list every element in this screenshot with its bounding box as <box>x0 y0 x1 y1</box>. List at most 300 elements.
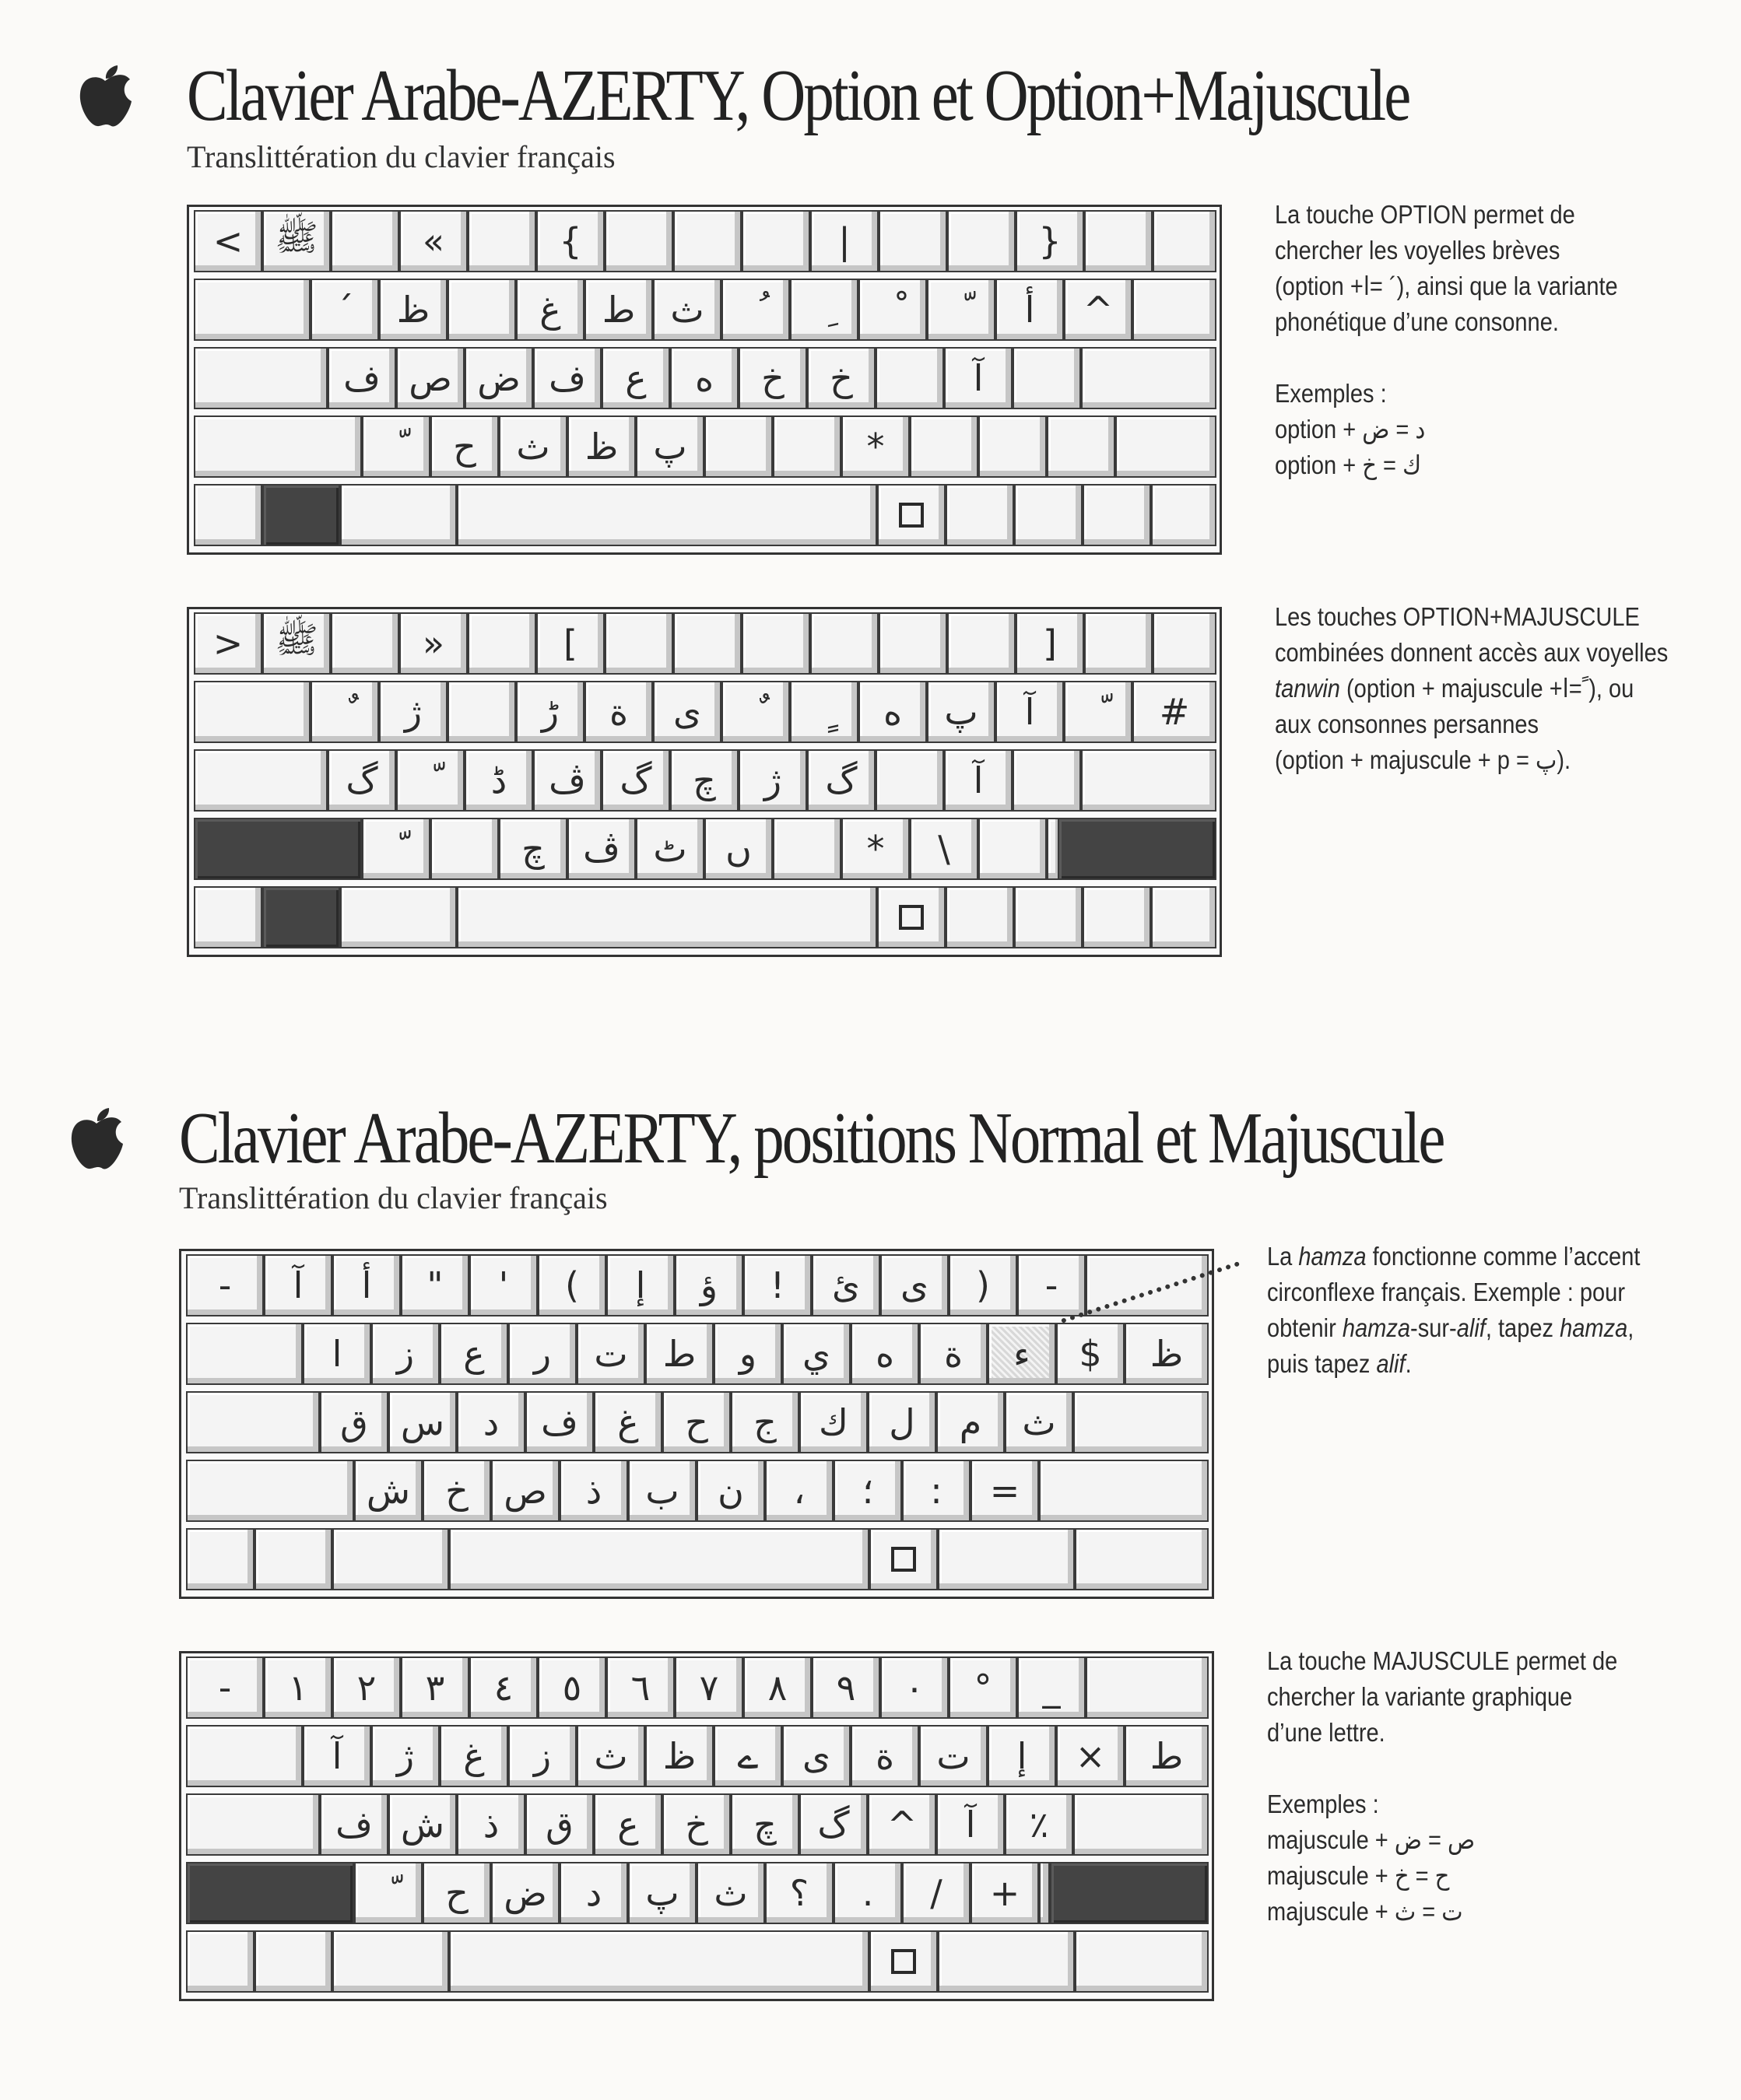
key <box>430 818 499 880</box>
key <box>938 1528 1075 1590</box>
key: + <box>971 1862 1039 1924</box>
key <box>340 484 457 546</box>
key <box>457 886 877 948</box>
note-line: chercher la variante graphique <box>1267 1682 1573 1711</box>
key <box>468 612 536 675</box>
key <box>978 818 1047 880</box>
key: . <box>834 1862 902 1924</box>
key <box>810 612 879 675</box>
key: ظ <box>379 279 448 341</box>
key <box>877 886 946 948</box>
key <box>1084 612 1153 675</box>
key: } <box>1016 210 1084 272</box>
key <box>448 279 516 341</box>
apple-logo-icon <box>65 1106 128 1172</box>
key: × <box>1056 1725 1125 1787</box>
key: گ <box>328 749 396 812</box>
note-line: majuscule + ص = ض <box>1267 1825 1476 1854</box>
key <box>194 681 311 743</box>
key: ١ <box>264 1657 332 1719</box>
note-italic: alif <box>1456 1313 1486 1342</box>
key: ڑ <box>516 681 584 743</box>
key <box>927 279 995 341</box>
key: ق <box>525 1793 594 1856</box>
key: چ <box>731 1793 799 1856</box>
key: ' <box>469 1254 538 1316</box>
note-line: (option +ا= ´), ainsi que la variante <box>1275 272 1618 300</box>
key: ^ <box>1064 279 1132 341</box>
key: ف <box>525 1391 594 1453</box>
key: ´ <box>311 279 379 341</box>
key: > <box>194 612 262 675</box>
key <box>1047 415 1115 478</box>
space-square-icon <box>899 905 924 930</box>
keyboard-row <box>181 1457 1212 1525</box>
key <box>457 484 877 546</box>
keyboard-row <box>181 1388 1212 1457</box>
space-square-icon <box>891 1949 916 1974</box>
key: س <box>388 1391 457 1453</box>
key: گ <box>807 749 876 812</box>
key: ٧ <box>675 1657 743 1719</box>
key: پ <box>927 681 995 743</box>
key: ج <box>731 1391 799 1453</box>
key <box>938 1930 1075 1993</box>
key: ح <box>430 415 499 478</box>
key <box>194 749 328 812</box>
keyboard-row <box>189 609 1220 678</box>
key <box>1075 1930 1209 1993</box>
key: ، <box>765 1460 834 1522</box>
key: ة <box>851 1725 919 1787</box>
key <box>1115 415 1216 478</box>
key: ش <box>388 1793 457 1856</box>
note-italic: hamza <box>1560 1313 1628 1342</box>
key: ث <box>697 1862 765 1924</box>
key <box>877 484 946 546</box>
key: ع <box>594 1793 662 1856</box>
key: ظ <box>567 415 636 478</box>
key: ط <box>645 1323 714 1385</box>
key <box>1073 1391 1209 1453</box>
note-line: La touche MAJUSCULE permet de <box>1267 1646 1618 1675</box>
key: ذ <box>560 1460 628 1522</box>
key: $ <box>1056 1323 1125 1385</box>
key <box>468 210 536 272</box>
note-italic: tanwin <box>1275 674 1340 703</box>
key: | <box>810 210 879 272</box>
key: ع <box>440 1323 508 1385</box>
key: ع <box>602 347 670 409</box>
key: پ <box>636 415 704 478</box>
key: ح <box>662 1391 731 1453</box>
keyboard-row <box>189 275 1220 344</box>
page-subtitle: Translittération du clavier français <box>187 139 616 174</box>
note-line: Les touches OPTION+MAJUSCULE <box>1275 602 1640 631</box>
key: ژ <box>379 681 448 743</box>
key: ف <box>320 1793 388 1856</box>
key: ث <box>577 1725 645 1787</box>
key <box>1014 484 1083 546</box>
key: ٥ <box>538 1657 606 1719</box>
key: ژ <box>371 1725 440 1787</box>
key: ﷺ <box>262 210 331 272</box>
space-square-icon <box>899 503 924 528</box>
key: * <box>841 415 910 478</box>
key: أ <box>332 1254 401 1316</box>
key: آ <box>264 1254 332 1316</box>
key: د <box>457 1391 525 1453</box>
note-line <box>1267 1751 1617 1786</box>
key: " <box>401 1254 469 1316</box>
key: گ <box>799 1793 868 1856</box>
key: ظ <box>645 1725 714 1787</box>
key <box>194 279 311 341</box>
note-line: puis tapez alif. <box>1267 1349 1412 1378</box>
key: خ <box>739 347 807 409</box>
key <box>332 1930 449 1993</box>
key: ؛ <box>834 1460 902 1522</box>
key: ش <box>354 1460 423 1522</box>
key: خ <box>807 347 876 409</box>
key: ٩ <box>812 1657 880 1719</box>
key <box>1075 1528 1209 1590</box>
key: - <box>1017 1254 1086 1316</box>
key: ° <box>949 1657 1017 1719</box>
keyboard-row <box>181 1790 1212 1859</box>
key: [ <box>536 612 605 675</box>
keyboard-row <box>189 412 1220 481</box>
keyboard-row <box>189 883 1220 952</box>
key <box>946 484 1014 546</box>
key <box>673 210 742 272</box>
key: ث <box>1005 1391 1073 1453</box>
key <box>869 1930 938 1993</box>
key: ﷺ <box>262 612 331 675</box>
key: ك <box>799 1391 868 1453</box>
key: _ <box>1017 1657 1086 1719</box>
keyboard-row <box>181 1859 1212 1927</box>
key: چ <box>499 818 567 880</box>
key: ض <box>491 1862 560 1924</box>
key: م <box>936 1391 1005 1453</box>
key: ى <box>880 1254 949 1316</box>
key: ل <box>868 1391 936 1453</box>
key <box>262 886 340 948</box>
key: ) <box>949 1254 1017 1316</box>
key <box>331 210 399 272</box>
key <box>1153 612 1216 675</box>
keyboard-row <box>181 1722 1212 1790</box>
key <box>879 612 947 675</box>
key <box>186 1793 320 1856</box>
note-line: La touche OPTION permet de <box>1275 200 1575 229</box>
note-line: La hamza fonctionne comme l’accent <box>1267 1242 1641 1271</box>
key <box>1050 1862 1209 1924</box>
key: إ <box>988 1725 1056 1787</box>
key: : <box>902 1460 971 1522</box>
note-line: option + ك = خ <box>1275 451 1422 479</box>
note-line <box>1275 340 1618 376</box>
key <box>869 1528 938 1590</box>
key: \ <box>910 818 978 880</box>
key <box>876 347 944 409</box>
key <box>858 279 927 341</box>
key <box>186 1528 254 1590</box>
key <box>186 1391 320 1453</box>
key: ٤ <box>469 1657 538 1719</box>
key <box>742 612 810 675</box>
key: ٪ <box>1005 1793 1073 1856</box>
note-line: phonétique d’une consonne. <box>1275 307 1559 336</box>
key: # <box>1132 681 1216 743</box>
key: ٠ <box>880 1657 949 1719</box>
key: ^ <box>868 1793 936 1856</box>
note-italic: hamza <box>1298 1242 1367 1271</box>
key: ة <box>919 1323 988 1385</box>
key: / <box>902 1862 971 1924</box>
key: آ <box>303 1725 371 1787</box>
key <box>605 612 673 675</box>
key <box>773 818 841 880</box>
apple-logo-icon <box>74 64 136 129</box>
key: ه <box>858 681 927 743</box>
key <box>947 210 1016 272</box>
key <box>1013 749 1081 812</box>
keyboard-option-shift <box>187 607 1222 957</box>
key: ر <box>508 1323 577 1385</box>
key: أ <box>995 279 1064 341</box>
key <box>1058 818 1216 880</box>
keyboard-row <box>189 815 1220 883</box>
key <box>340 886 457 948</box>
key: آ <box>995 681 1064 743</box>
key: ڤ <box>533 749 602 812</box>
key <box>1013 347 1081 409</box>
key <box>721 279 790 341</box>
key: « <box>399 210 468 272</box>
note-option <box>1275 197 1618 483</box>
keyboard-row <box>181 1251 1212 1320</box>
key <box>673 612 742 675</box>
key <box>332 1528 449 1590</box>
key: ٣ <box>401 1657 469 1719</box>
key: گ <box>602 749 670 812</box>
keyboard-row <box>189 678 1220 746</box>
note-hamza <box>1267 1239 1640 1382</box>
note-italic: hamza <box>1342 1313 1411 1342</box>
key: { <box>536 210 605 272</box>
key: ؤ <box>675 1254 743 1316</box>
key: غ <box>440 1725 508 1787</box>
key: ق <box>320 1391 388 1453</box>
keyboard-row <box>189 481 1220 549</box>
key: ة <box>584 681 653 743</box>
key: ] <box>1016 612 1084 675</box>
key: ط <box>1125 1725 1209 1787</box>
section-option <box>0 0 1741 1011</box>
key <box>194 347 328 409</box>
key <box>186 1725 303 1787</box>
key: ٨ <box>743 1657 812 1719</box>
key: » <box>399 612 468 675</box>
keyboard-row <box>189 746 1220 815</box>
key: ٦ <box>606 1657 675 1719</box>
key: ت <box>919 1725 988 1787</box>
note-line: chercher les voyelles brèves <box>1275 236 1560 265</box>
key: ط <box>584 279 653 341</box>
key: و <box>714 1323 782 1385</box>
key <box>311 681 379 743</box>
key <box>254 1930 332 1993</box>
key: ٢ <box>332 1657 401 1719</box>
key: ز <box>508 1725 577 1787</box>
key: ٹ <box>636 818 704 880</box>
note-line: combinées donnent accès aux voyelles <box>1275 638 1669 667</box>
key: ظ <box>1125 1323 1209 1385</box>
key: ض <box>465 347 533 409</box>
key <box>362 818 430 880</box>
key <box>1039 1862 1050 1924</box>
key <box>194 484 262 546</box>
key <box>1064 681 1132 743</box>
key <box>790 279 858 341</box>
page-title: Clavier Arabe-AZERTY, positions Normal et Majuscule <box>179 1098 1444 1179</box>
key <box>1083 484 1151 546</box>
key <box>1153 210 1216 272</box>
key: پ <box>628 1862 697 1924</box>
note-line: majuscule + ح = خ <box>1267 1861 1450 1890</box>
key <box>1083 886 1151 948</box>
page-subtitle: Translittération du clavier français <box>179 1180 608 1215</box>
note-line: obtenir hamza-sur-alif, tapez hamza, <box>1267 1313 1634 1342</box>
key <box>1014 886 1083 948</box>
key <box>194 415 362 478</box>
note-line: aux consonnes persannes <box>1275 710 1539 738</box>
key <box>704 415 773 478</box>
key <box>186 1323 303 1385</box>
key: ب <box>628 1460 697 1522</box>
note-line: (option + majuscule + p = پ). <box>1275 745 1571 774</box>
key <box>790 681 858 743</box>
key: ں <box>704 818 773 880</box>
note-line: circonflexe français. Exemple : pour <box>1267 1278 1626 1306</box>
key <box>1084 210 1153 272</box>
keyboard-row <box>181 1320 1212 1388</box>
key: ؟ <box>765 1862 834 1924</box>
key: ف <box>328 347 396 409</box>
key: خ <box>662 1793 731 1856</box>
keyboard-row <box>181 1653 1212 1722</box>
key: ڈ <box>465 749 533 812</box>
key <box>449 1528 869 1590</box>
key <box>605 210 673 272</box>
keyboard-normal <box>179 1249 1214 1599</box>
key <box>947 612 1016 675</box>
key: د <box>560 1862 628 1924</box>
key: ص <box>396 347 465 409</box>
key <box>331 612 399 675</box>
key <box>449 1930 869 1993</box>
keyboard-row <box>181 1927 1212 1996</box>
key: ت <box>577 1323 645 1385</box>
key <box>254 1528 332 1590</box>
key: - <box>186 1657 264 1719</box>
key <box>978 415 1047 478</box>
key <box>186 1460 354 1522</box>
key: آ <box>944 749 1013 812</box>
key: ى <box>653 681 721 743</box>
key <box>773 415 841 478</box>
key <box>876 749 944 812</box>
key: ث <box>653 279 721 341</box>
note-shift <box>1267 1643 1617 1930</box>
keyboard-shift <box>179 1651 1214 2001</box>
key: ه <box>851 1323 919 1385</box>
key: ص <box>491 1460 560 1522</box>
key: ح <box>423 1862 491 1924</box>
key <box>1039 1460 1209 1522</box>
key: ث <box>499 415 567 478</box>
note-line: option + د = ض <box>1275 415 1426 443</box>
key: ( <box>538 1254 606 1316</box>
key <box>742 210 810 272</box>
key <box>1151 886 1216 948</box>
key: ذ <box>457 1793 525 1856</box>
section-normal <box>0 1035 1741 2100</box>
key: ه <box>670 347 739 409</box>
key <box>194 886 262 948</box>
note-line: d’une lettre. <box>1267 1718 1385 1747</box>
key: - <box>186 1254 264 1316</box>
note-option-shift <box>1275 599 1668 778</box>
key <box>1132 279 1216 341</box>
key: ڤ <box>567 818 636 880</box>
key <box>186 1862 354 1924</box>
key: ي <box>782 1323 851 1385</box>
key: ژ <box>739 749 807 812</box>
key: ى <box>782 1725 851 1787</box>
page-title: Clavier Arabe-AZERTY, Option et Option+Majuscule <box>187 55 1409 136</box>
key: آ <box>944 347 1013 409</box>
note-line: Exemples : <box>1267 1790 1379 1818</box>
key <box>186 1930 254 1993</box>
keyboard-row <box>189 344 1220 412</box>
key: ے <box>714 1725 782 1787</box>
key: ! <box>743 1254 812 1316</box>
keyboard-row <box>181 1525 1212 1593</box>
note-line: majuscule + ت = ث <box>1267 1897 1463 1926</box>
key <box>194 818 362 880</box>
key <box>879 210 947 272</box>
key: ئ <box>812 1254 880 1316</box>
note-line: Exemples : <box>1275 379 1387 408</box>
keyboard-row <box>189 207 1220 275</box>
key: ز <box>371 1323 440 1385</box>
key <box>1086 1657 1209 1719</box>
key <box>262 484 340 546</box>
key: آ <box>936 1793 1005 1856</box>
key: < <box>194 210 262 272</box>
note-italic: alif <box>1376 1349 1406 1378</box>
key: خ <box>423 1460 491 1522</box>
key <box>1081 749 1216 812</box>
note-line: tanwin (option + majuscule +ا= ً), ou <box>1275 674 1634 703</box>
key <box>1073 1793 1209 1856</box>
key: غ <box>594 1391 662 1453</box>
keyboard-option <box>187 205 1222 555</box>
key <box>946 886 1014 948</box>
